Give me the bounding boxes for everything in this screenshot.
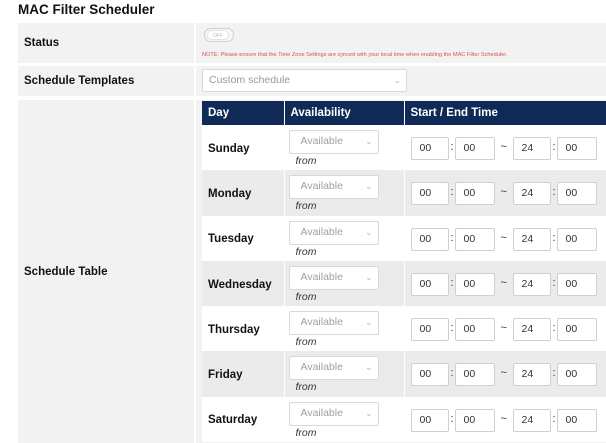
chevron-down-icon: ⌄ — [364, 181, 373, 192]
availability-value: Available — [300, 316, 343, 329]
time-cell — [404, 216, 606, 261]
day-name: Sunday — [208, 142, 250, 155]
end-hour-input[interactable]: 24 — [513, 182, 551, 205]
day-name: Friday — [208, 369, 243, 382]
time-colon: : — [552, 141, 556, 153]
templates-label — [18, 66, 194, 96]
end-hour-input[interactable]: 24 — [513, 409, 551, 432]
end-minute-input[interactable]: 00 — [557, 363, 597, 386]
availability-select[interactable] — [289, 356, 379, 380]
chevron-down-icon: ⌄ — [364, 271, 373, 282]
range-separator: ~ — [500, 276, 507, 289]
availability-cell — [284, 216, 404, 261]
chevron-down-icon: ⌄ — [364, 407, 373, 418]
time-cell — [404, 170, 606, 215]
chevron-down-icon: ⌄ — [364, 317, 373, 328]
end-hour-input[interactable]: 24 — [513, 228, 551, 251]
availability-cell — [284, 306, 404, 351]
time-colon: : — [450, 322, 454, 335]
schedule-row — [202, 351, 606, 396]
schedule-table — [202, 101, 606, 442]
range-separator: ~ — [500, 231, 507, 244]
schedule-row — [202, 216, 606, 261]
start-minute-input[interactable]: 00 — [455, 228, 495, 251]
end-minute-input[interactable]: 00 — [557, 409, 597, 432]
range-separator: ~ — [500, 322, 507, 335]
day-cell — [202, 351, 284, 396]
schedule-table-label — [18, 100, 194, 443]
schedule-row — [202, 397, 606, 442]
header-day: Day — [202, 101, 284, 125]
schedule-row — [202, 261, 606, 306]
start-minute-input[interactable]: 00 — [455, 318, 495, 341]
from-label: from — [295, 245, 317, 258]
availability-cell — [284, 351, 404, 396]
start-minute-input[interactable]: 00 — [455, 137, 495, 160]
day-cell — [202, 216, 284, 261]
time-cell — [404, 261, 606, 306]
schedule-template-select[interactable] — [202, 69, 407, 92]
start-minute-input[interactable]: 00 — [455, 273, 495, 296]
start-hour-input[interactable]: 00 — [411, 182, 449, 205]
day-name: Thursday — [208, 323, 260, 336]
end-minute-input[interactable]: 00 — [557, 182, 597, 205]
chevron-down-icon: ⌄ — [364, 226, 373, 237]
status-value — [196, 23, 606, 63]
end-hour-input[interactable]: 24 — [513, 137, 551, 160]
schedule-template-value: Custom schedule — [209, 74, 291, 86]
time-colon: : — [552, 412, 556, 425]
availability-select[interactable] — [289, 221, 379, 245]
availability-select[interactable] — [289, 130, 379, 154]
time-cell — [404, 306, 606, 351]
availability-cell — [284, 397, 404, 442]
time-colon: : — [552, 276, 556, 289]
start-hour-input[interactable]: 00 — [411, 409, 449, 432]
toggle-knob: OFF — [207, 30, 229, 40]
availability-value: Available — [300, 135, 343, 147]
end-minute-input[interactable]: 00 — [557, 318, 597, 341]
schedule-table-label-text: Schedule Table — [24, 265, 108, 278]
templates-label-text: Schedule Templates — [24, 75, 135, 87]
end-hour-input[interactable]: 24 — [513, 318, 551, 341]
availability-cell — [284, 170, 404, 215]
availability-cell — [284, 261, 404, 306]
end-hour-input[interactable]: 24 — [513, 363, 551, 386]
availability-select[interactable] — [289, 266, 379, 290]
start-minute-input[interactable]: 00 — [455, 409, 495, 432]
time-cell — [404, 351, 606, 396]
start-hour-input[interactable]: 00 — [411, 228, 449, 251]
time-cell — [404, 397, 606, 442]
header-availability: Availability — [284, 101, 404, 125]
from-label: from — [295, 336, 317, 349]
start-hour-input[interactable]: 00 — [411, 273, 449, 296]
day-cell — [202, 125, 284, 170]
day-name: Saturday — [208, 414, 258, 427]
range-separator: ~ — [500, 141, 507, 153]
time-colon: : — [450, 231, 454, 244]
time-colon: : — [450, 141, 454, 153]
from-label: from — [295, 381, 317, 394]
schedule-row — [202, 306, 606, 351]
start-minute-input[interactable]: 00 — [455, 182, 495, 205]
start-minute-input[interactable]: 00 — [455, 363, 495, 386]
range-separator: ~ — [500, 412, 507, 425]
availability-select[interactable] — [289, 311, 379, 335]
availability-select[interactable] — [289, 402, 379, 426]
status-toggle[interactable] — [204, 28, 234, 42]
start-hour-input[interactable]: 00 — [411, 363, 449, 386]
day-cell — [202, 261, 284, 306]
schedule-row — [202, 125, 606, 170]
schedule-header-row — [202, 101, 606, 125]
day-name: Wednesday — [208, 278, 272, 291]
availability-value: Available — [300, 270, 343, 283]
availability-value: Available — [300, 225, 343, 238]
time-colon: : — [552, 231, 556, 244]
day-name: Tuesday — [208, 233, 254, 246]
end-hour-input[interactable]: 24 — [513, 273, 551, 296]
start-hour-input[interactable]: 00 — [411, 137, 449, 160]
time-colon: : — [450, 367, 454, 380]
range-separator: ~ — [500, 186, 507, 199]
availability-value: Available — [300, 361, 343, 374]
availability-value: Available — [300, 180, 343, 193]
time-colon: : — [552, 322, 556, 335]
from-label: from — [295, 155, 317, 167]
from-label: from — [295, 290, 317, 303]
day-cell — [202, 170, 284, 215]
status-label-text: Status — [24, 37, 60, 49]
chevron-down-icon: ⌄ — [393, 75, 401, 85]
availability-select[interactable] — [289, 175, 379, 199]
day-cell — [202, 397, 284, 442]
from-label: from — [295, 200, 317, 213]
availability-value: Available — [300, 406, 343, 419]
time-colon: : — [552, 367, 556, 380]
end-minute-input[interactable]: 00 — [557, 137, 597, 160]
time-colon: : — [450, 276, 454, 289]
end-minute-input[interactable]: 00 — [557, 228, 597, 251]
chevron-down-icon: ⌄ — [364, 362, 373, 373]
timezone-note: NOTE: Please ensure that the Time Zone Settings are synced with your local time when enabling the MAC Filter Scheduler. — [202, 52, 508, 58]
start-hour-input[interactable]: 00 — [411, 318, 449, 341]
time-colon: : — [450, 412, 454, 425]
from-label: from — [295, 426, 317, 439]
chevron-down-icon: ⌄ — [364, 136, 373, 146]
time-colon: : — [450, 186, 454, 199]
range-separator: ~ — [500, 367, 507, 380]
availability-cell — [284, 125, 404, 170]
time-colon: : — [552, 186, 556, 199]
header-start-end-time: Start / End Time — [404, 101, 606, 125]
page-title: MAC Filter Scheduler — [18, 2, 155, 17]
templates-value — [196, 66, 606, 96]
day-cell — [202, 306, 284, 351]
end-minute-input[interactable]: 00 — [557, 273, 597, 296]
schedule-row — [202, 170, 606, 215]
status-label — [18, 23, 194, 63]
day-name: Monday — [208, 187, 252, 200]
time-cell — [404, 125, 606, 170]
